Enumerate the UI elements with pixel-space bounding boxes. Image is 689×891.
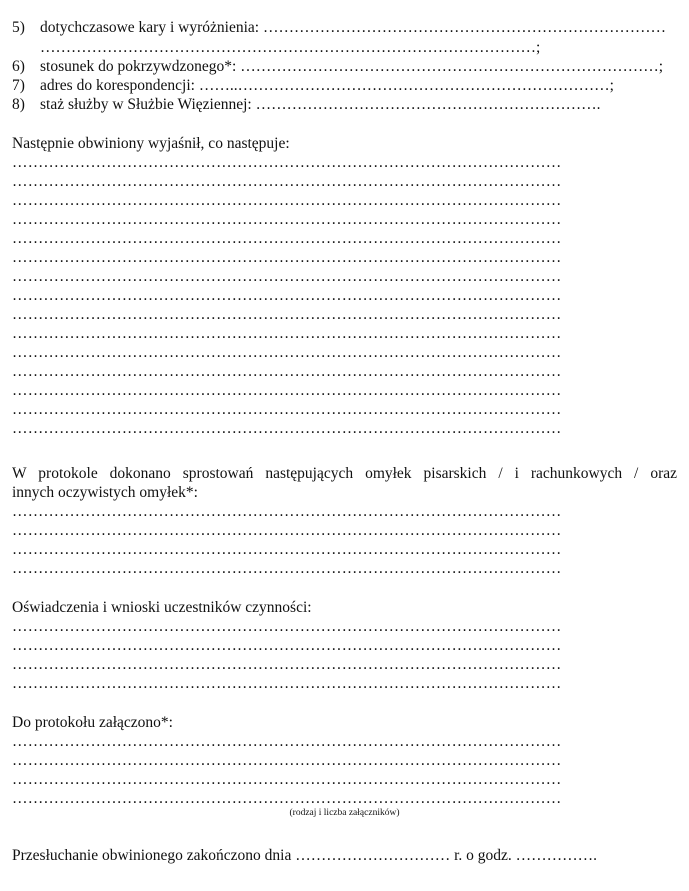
- explanation-line[interactable]: ……………………………………………………………………………………………: [12, 344, 562, 361]
- explanation-line[interactable]: ……………………………………………………………………………………………: [12, 211, 562, 228]
- closing-line: [12, 846, 677, 865]
- statements-line[interactable]: ……………………………………………………………………………………………: [12, 656, 562, 673]
- attachments-line[interactable]: ……………………………………………………………………………………………: [12, 771, 562, 788]
- field-5-continuation[interactable]: ……………………………………………………………………………………;: [40, 39, 541, 56]
- field-6-dots[interactable]: ………………………………………………………………………;: [236, 58, 663, 75]
- explanation-line[interactable]: ……………………………………………………………………………………………: [12, 287, 562, 304]
- field-8-dots[interactable]: ………………………………………………………….: [251, 96, 601, 113]
- attachments-line[interactable]: ……………………………………………………………………………………………: [12, 752, 562, 769]
- explanation-line[interactable]: ……………………………………………………………………………………………: [12, 268, 562, 285]
- closing-text-part2: r. o godz.: [450, 847, 516, 864]
- corrections-line[interactable]: ……………………………………………………………………………………………: [12, 503, 562, 520]
- explanation-line[interactable]: ……………………………………………………………………………………………: [12, 192, 562, 209]
- explanation-line[interactable]: ……………………………………………………………………………………………: [12, 230, 562, 247]
- attachments-caption: (rodzaj i liczba załączników): [289, 808, 400, 818]
- field-7-dots[interactable]: ……..………………………………………………………………;: [194, 77, 614, 94]
- explanation-line[interactable]: ……………………………………………………………………………………………: [12, 154, 562, 171]
- field-6-number: 6): [12, 58, 25, 75]
- attachments-line[interactable]: ……………………………………………………………………………………………: [12, 733, 562, 750]
- explanation-line[interactable]: ……………………………………………………………………………………………: [12, 173, 562, 190]
- explanation-line[interactable]: ……………………………………………………………………………………………: [12, 249, 562, 266]
- statements-line[interactable]: ……………………………………………………………………………………………: [12, 618, 562, 635]
- field-5-number: 5): [12, 19, 25, 36]
- explanation-line[interactable]: ……………………………………………………………………………………………: [12, 363, 562, 380]
- field-5-dots[interactable]: ……………………………………………………………………: [259, 19, 666, 36]
- corrections-heading-line2: innych oczywistych omyłek*:: [12, 484, 198, 501]
- statements-heading: Oświadczenia i wnioski uczestników czynności:: [12, 599, 312, 616]
- statements-line[interactable]: ……………………………………………………………………………………………: [12, 675, 562, 692]
- explanation-line[interactable]: ……………………………………………………………………………………………: [12, 306, 562, 323]
- corrections-heading-line1: W protokole dokonano sprostowań następujących omyłek pisarskich / i rachunkowych / oraz: [12, 465, 677, 482]
- statements-line[interactable]: ……………………………………………………………………………………………: [12, 637, 562, 654]
- corrections-line[interactable]: ……………………………………………………………………………………………: [12, 522, 562, 539]
- field-6-label: stosunek do pokrzywdzonego*:: [40, 58, 237, 75]
- attachments-line[interactable]: ……………………………………………………………………………………………: [12, 790, 562, 807]
- corrections-line[interactable]: ……………………………………………………………………………………………: [12, 560, 562, 577]
- field-7-row: [12, 76, 677, 95]
- closing-time-field[interactable]: …………….: [515, 847, 598, 864]
- field-8-number: 8): [12, 96, 25, 113]
- field-6-row: [12, 57, 677, 76]
- attachments-heading: Do protokołu załączono*:: [12, 714, 173, 731]
- corrections-line[interactable]: ……………………………………………………………………………………………: [12, 541, 562, 558]
- field-8-label: staż służby w Służbie Więziennej:: [40, 96, 252, 113]
- field-5-label: dotychczasowe kary i wyróżnienia:: [40, 19, 260, 36]
- field-7-label: adres do korespondencji:: [40, 77, 195, 94]
- field-5-row: [12, 18, 677, 37]
- field-7-number: 7): [12, 77, 25, 94]
- closing-text-part1: Przesłuchanie obwinionego zakończono dnia: [12, 847, 296, 864]
- explanation-line[interactable]: ……………………………………………………………………………………………: [12, 382, 562, 399]
- explanation-line[interactable]: ……………………………………………………………………………………………: [12, 325, 562, 342]
- field-8-row: [12, 95, 677, 114]
- explanation-heading: Następnie obwiniony wyjaśnił, co następuje:: [12, 135, 290, 152]
- closing-date-field[interactable]: …………………………: [295, 847, 451, 864]
- explanation-line[interactable]: ……………………………………………………………………………………………: [12, 401, 562, 418]
- explanation-line[interactable]: ……………………………………………………………………………………………: [12, 420, 562, 437]
